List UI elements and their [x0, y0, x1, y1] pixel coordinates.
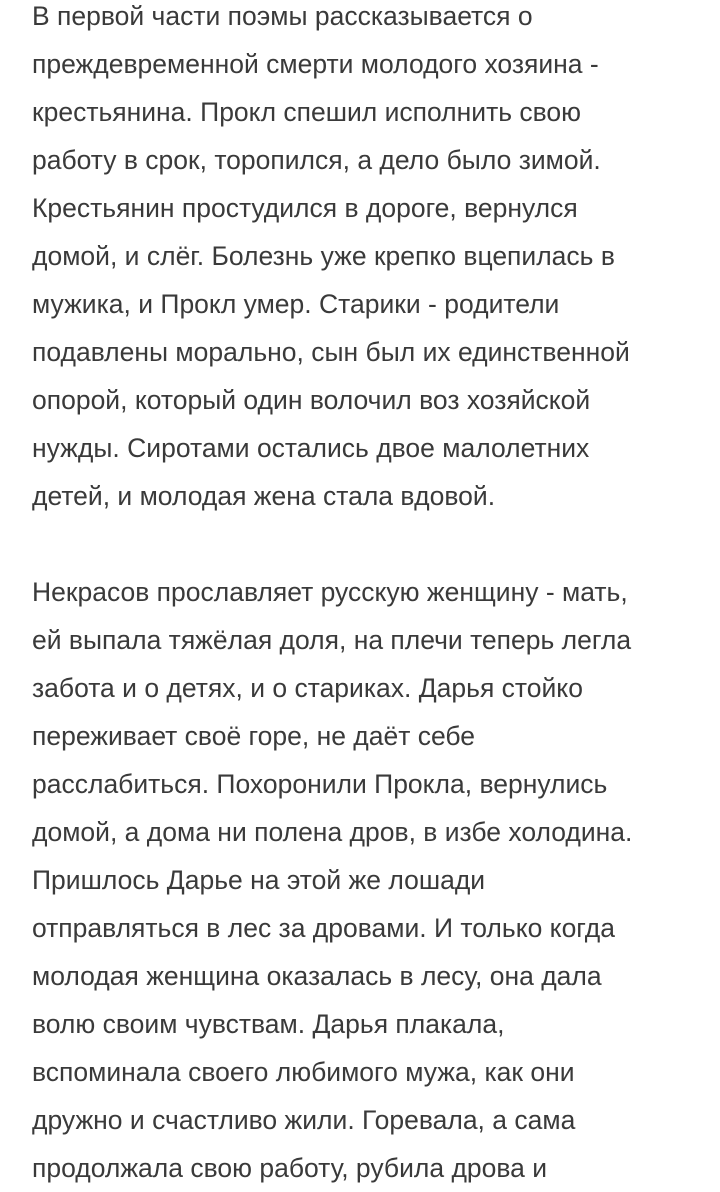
text-line: Некрасов прославляет русскую женщину - мать, [32, 577, 628, 607]
text-line: подавлены морально, сын был их единственной [32, 337, 630, 367]
paragraph-2 [32, 568, 692, 1192]
text-line: В первой части поэмы рассказывается о [32, 1, 533, 31]
text-line: вспоминала своего любимого мужа, как они [32, 1057, 575, 1087]
text-line: расслабиться. Похоронили Прокла, вернулись [32, 769, 608, 799]
text-line: ей выпала тяжёлая доля, на плечи теперь легла [32, 625, 632, 655]
text-line: крестьянина. Прокл спешил исполнить свою [32, 97, 582, 127]
text-line: детей, и молодая жена стала вдовой. [32, 481, 496, 511]
text-line: мужика, и Прокл умер. Старики - родители [32, 289, 560, 319]
text-line: переживает своё горе, не даёт себе [32, 721, 476, 751]
article-text [32, 0, 692, 1192]
paragraph-1 [32, 0, 692, 520]
text-line: нужды. Сиротами остались двое малолетних [32, 433, 590, 463]
text-line: Пришлось Дарье на этой же лошади [32, 865, 486, 895]
text-line: волю своим чувствам. Дарья плакала, [32, 1009, 505, 1039]
text-line: преждевременной смерти молодого хозяина - [32, 49, 599, 79]
text-line: опорой, который один волочил воз хозяйской [32, 385, 591, 415]
text-line: домой, и слёг. Болезнь уже крепко вцепилась в [32, 241, 615, 271]
text-line: домой, а дома ни полена дров, в избе холодина. [32, 817, 633, 847]
text-line: отправляться в лес за дровами. И только когда [32, 913, 615, 943]
text-line: забота и о детях, и о стариках. Дарья стойко [32, 673, 583, 703]
text-line: работу в срок, торопился, а дело было зимой. [32, 145, 601, 175]
text-line: молодая женщина оказалась в лесу, она дала [32, 961, 602, 991]
text-line: продолжала свою работу, рубила дрова и [32, 1153, 548, 1183]
text-line: Крестьянин простудился в дороге, вернулся [32, 193, 578, 223]
text-line: дружно и счастливо жили. Горевала, а сама [32, 1105, 576, 1135]
